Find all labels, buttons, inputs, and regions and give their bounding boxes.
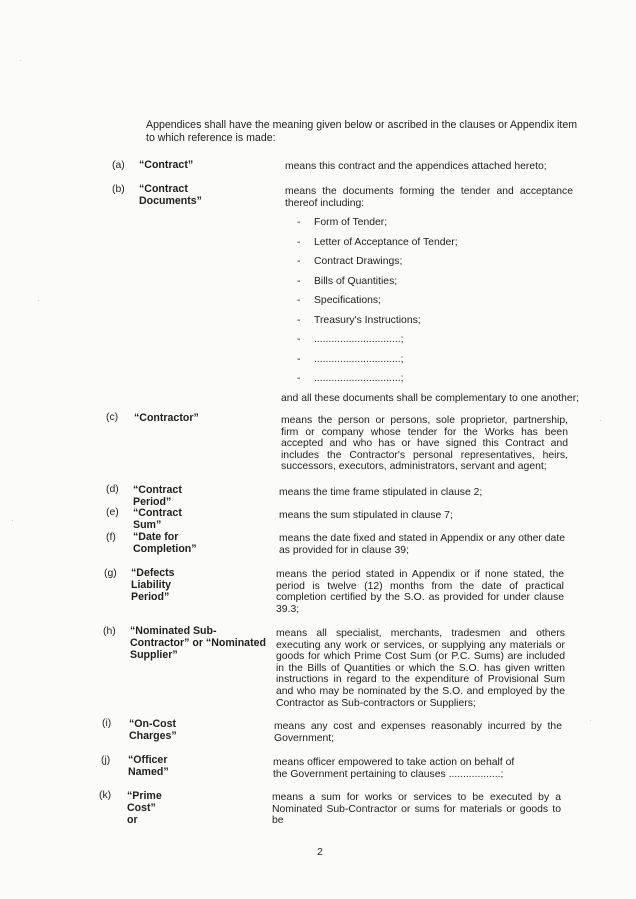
definition-term: “On-Cost Charges” bbox=[129, 718, 177, 742]
page-number: 2 bbox=[317, 846, 323, 858]
intro-paragraph: Appendices shall have the meaning given below or ascribed in the clauses or Appendix item to which reference is made: bbox=[146, 118, 578, 144]
definition-term: “Contract Sum” bbox=[133, 507, 182, 531]
definition-label: (h) bbox=[103, 626, 116, 637]
list-item: - Bills of Quantities; bbox=[297, 275, 398, 287]
definition-term: “Contract Period” bbox=[133, 484, 182, 508]
scan-speck bbox=[12, 520, 13, 521]
definition-text: means any cost and expenses reasonably incurred by the Government; bbox=[274, 721, 562, 744]
definition-label: (g) bbox=[104, 568, 117, 579]
definition-text: means all specialist, merchants, tradesmen and others executing any work or services, or supplying any materials or goods for which Prime Cost Sum (or P.C. Sums) are included in the Bills of Quantities or which the S.O. has given written instructions in regard to the expenditure of Provisional Sum and who may be nominated by the S.O. and employed by the Contractor as Sub-contractors or Suppliers; bbox=[276, 628, 565, 709]
definition-text: means this contract and the appendices attached hereto; bbox=[285, 161, 547, 172]
definition-text: means the person or persons, sole proprietor, partnership, firm or company whose tender for the Works has been accepted and who has or have signed this Contract and includes the Contractor's personal representatives, heirs, successors, executors, administrators, servant and agent; bbox=[281, 415, 568, 473]
list-item: - Form of Tender; bbox=[297, 217, 388, 228]
list-item: - Specifications; bbox=[297, 295, 381, 306]
definition-label: (a) bbox=[112, 160, 125, 171]
definition-label: (i) bbox=[102, 718, 112, 729]
list-item: - Letter of Acceptance of Tender; bbox=[297, 236, 458, 248]
list-item: - ..............................; bbox=[297, 373, 404, 384]
definition-label: (b) bbox=[112, 184, 125, 195]
definition-text: means the time frame stipulated in clause 2; bbox=[279, 487, 483, 498]
definition-term: “Date for Completion” bbox=[133, 531, 197, 555]
definition-text: means a sum for works or services to be executed by a Nominated Sub-Contractor or sums for materials or goods to be bbox=[272, 792, 561, 827]
definition-term: “Defects Liability Period” bbox=[131, 567, 175, 603]
definition-term: “Officer Named” bbox=[128, 754, 169, 778]
definition-label: (f) bbox=[106, 532, 116, 543]
scan-speck bbox=[20, 60, 21, 61]
definition-label: (c) bbox=[106, 412, 119, 423]
definition-text: means the documents forming the tender and acceptance thereof including: bbox=[285, 186, 573, 209]
definition-label: (e) bbox=[106, 507, 119, 518]
scan-speck bbox=[38, 300, 39, 301]
definition-term: “Nominated Sub-Contractor” or “Nominated Supplier” bbox=[130, 625, 266, 661]
definition-term: “Prime Cost” or bbox=[127, 790, 162, 826]
definition-label: (d) bbox=[106, 484, 119, 495]
list-item: - Treasury's Instructions; bbox=[297, 314, 421, 326]
definition-text: means the date fixed and stated in Appendix or any other date as provided for in clause 39; bbox=[279, 533, 565, 556]
definition-term: “Contract” bbox=[139, 159, 194, 171]
definition-text: means the period stated in Appendix or if none stated, the period is twelve (12) months from the date of practical completion certified by the S.O. as provided for under clause 39.3; bbox=[276, 569, 564, 615]
definition-text: means officer empowered to take action on behalf of the Government pertaining to clauses ..................; bbox=[273, 757, 515, 780]
list-item: - Contract Drawings; bbox=[297, 256, 403, 267]
scan-speck bbox=[600, 420, 601, 421]
definition-label: (j) bbox=[101, 755, 111, 766]
scan-speck bbox=[590, 720, 591, 721]
definition-label: (k) bbox=[99, 790, 112, 801]
list-item: - ..............................; bbox=[297, 334, 404, 345]
list-item: - ..............................; bbox=[297, 353, 404, 365]
closing-text: and all these documents shall be complementary to one another; bbox=[281, 393, 580, 404]
contract-documents-list bbox=[297, 217, 557, 393]
definition-term: “Contract Documents” bbox=[139, 183, 202, 207]
definition-term: “Contractor” bbox=[134, 412, 199, 424]
definition-text: means the sum stipulated in clause 7; bbox=[279, 510, 453, 521]
